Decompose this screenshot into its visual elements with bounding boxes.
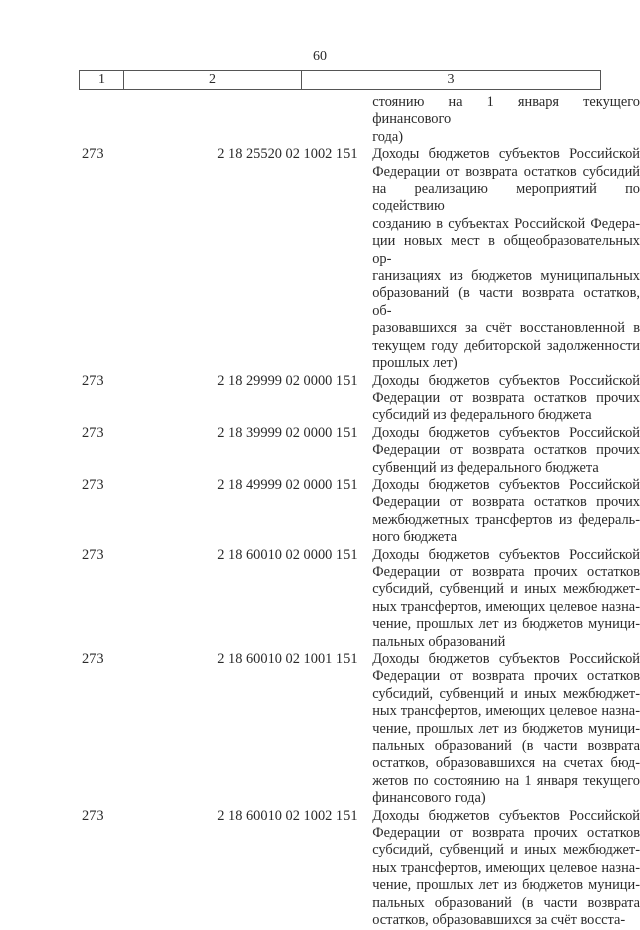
- row-budget-code: 2 18 29999 02 0000 151: [217, 372, 358, 389]
- description-line: разовавшихся за счёт восстановленной в: [372, 320, 640, 337]
- description-line: чение, прошлых лет из бюджетов муници-: [372, 616, 640, 633]
- row-budget-code: 2 18 25520 02 1002 151: [217, 146, 358, 163]
- description-line: пальных образований (в части возврата: [372, 894, 640, 911]
- row-code-col1: 273: [82, 651, 104, 667]
- table-row: [0, 94, 640, 146]
- description-line: Доходы бюджетов субъектов Российской: [372, 807, 640, 824]
- description-line: субсидий, субвенций и иных межбюджет-: [372, 581, 640, 598]
- description-line: ганизациях из бюджетов муниципальных: [372, 268, 640, 285]
- row-budget-code: [157, 94, 372, 146]
- description-line: Доходы бюджетов субъектов Российской: [372, 146, 640, 163]
- table-row: [0, 425, 640, 477]
- description-line: ного бюджета: [372, 529, 458, 546]
- description-line: жетов по состоянию на 1 января текущего: [372, 772, 640, 789]
- description-line: Федерации от возврата остатков прочих: [372, 442, 640, 459]
- description-line: субсидий из федерального бюджета: [372, 407, 592, 424]
- row-code-col1: 273: [82, 807, 104, 824]
- description-line: межбюджетных трансфертов из федераль-: [372, 511, 640, 528]
- description-line: остатков, образовавшихся на счетах бюд-: [372, 755, 640, 772]
- description-line: на реализацию мероприятий по содействию: [372, 181, 640, 215]
- description-line: Доходы бюджетов субъектов Российской: [372, 651, 640, 667]
- row-description: [372, 651, 640, 808]
- page-number: 60: [313, 49, 327, 64]
- table-row: [0, 808, 640, 930]
- row-description: [372, 547, 640, 651]
- description-line: пальных образований: [372, 633, 506, 650]
- description-line: ных трансфертов, имеющих целевое назна-: [372, 859, 640, 876]
- description-line: Федерации от возврата остатков прочих: [372, 389, 640, 406]
- row-code-col1: [0, 94, 157, 146]
- row-description: [372, 94, 640, 146]
- row-budget-code: 2 18 60010 02 1002 151: [217, 807, 358, 824]
- description-line: остатков, образовавшихся за счёт восста-: [372, 912, 626, 929]
- description-line: Федерации от возврата прочих остатков: [372, 825, 640, 842]
- description-line: ции новых мест в общеобразовательных ор-: [372, 233, 640, 267]
- row-code-col1: 273: [82, 546, 104, 563]
- table-row: [0, 477, 640, 547]
- description-line: Доходы бюджетов субъектов Российской: [372, 546, 640, 563]
- row-code-col1: 273: [82, 146, 104, 163]
- description-line: Доходы бюджетов субъектов Российской: [372, 476, 640, 493]
- description-line: Федерации от возврата остатков прочих: [372, 494, 640, 511]
- description-line: пальных образований (в части возврата: [372, 738, 640, 755]
- row-budget-code: 2 18 49999 02 0000 151: [217, 476, 358, 493]
- description-line: финансового года): [372, 790, 486, 807]
- description-line: года): [372, 128, 404, 145]
- table-row: [0, 146, 640, 372]
- description-line: чение, прошлых лет из бюджетов муници-: [372, 720, 640, 737]
- row-code-col1: 273: [82, 372, 104, 389]
- description-line: ных трансфертов, имеющих целевое назна-: [372, 598, 640, 615]
- description-line: Федерации от возврата прочих остатков: [372, 668, 640, 685]
- table-row: [0, 547, 640, 651]
- description-line: субвенций из федерального бюджета: [372, 459, 599, 476]
- header-col-1: 1: [80, 71, 124, 89]
- description-line: Доходы бюджетов субъектов Российской: [372, 372, 640, 389]
- row-budget-code: 2 18 60010 02 1001 151: [217, 651, 358, 667]
- description-line: образований (в части возврата остатков, об-: [372, 285, 640, 319]
- row-code-col1: 273: [82, 476, 104, 493]
- row-code-col1: 273: [82, 424, 104, 441]
- description-line: Доходы бюджетов субъектов Российской: [372, 424, 640, 441]
- row-budget-code: 2 18 60010 02 0000 151: [217, 546, 358, 563]
- row-description: [372, 477, 640, 547]
- description-line: чение, прошлых лет из бюджетов муници-: [372, 877, 640, 894]
- row-description: [372, 425, 640, 477]
- description-line: ных трансфертов, имеющих целевое назна-: [372, 703, 640, 720]
- description-line: текущем году дебиторской задолженности: [372, 337, 640, 354]
- row-budget-code: 2 18 39999 02 0000 151: [217, 424, 358, 441]
- description-line: стоянию на 1 января текущего финансового: [372, 94, 640, 128]
- header-col-2: 2: [124, 71, 302, 89]
- row-description: [372, 373, 640, 425]
- header-col-3: 3: [447, 72, 455, 87]
- table-row: [0, 651, 640, 808]
- row-description: [372, 808, 640, 930]
- description-line: Федерации от возврата остатков субсидий: [372, 163, 640, 180]
- description-line: прошлых лет): [372, 355, 458, 372]
- description-line: созданию в субъектах Российской Федера-: [372, 215, 640, 232]
- row-description: [372, 146, 640, 372]
- description-line: субсидий, субвенций и иных межбюджет-: [372, 842, 640, 859]
- table-row: [0, 373, 640, 425]
- table-header: [79, 70, 601, 90]
- description-line: Федерации от возврата прочих остатков: [372, 563, 640, 580]
- description-line: субсидий, субвенций и иных межбюджет-: [372, 685, 640, 702]
- table-body: [0, 94, 640, 930]
